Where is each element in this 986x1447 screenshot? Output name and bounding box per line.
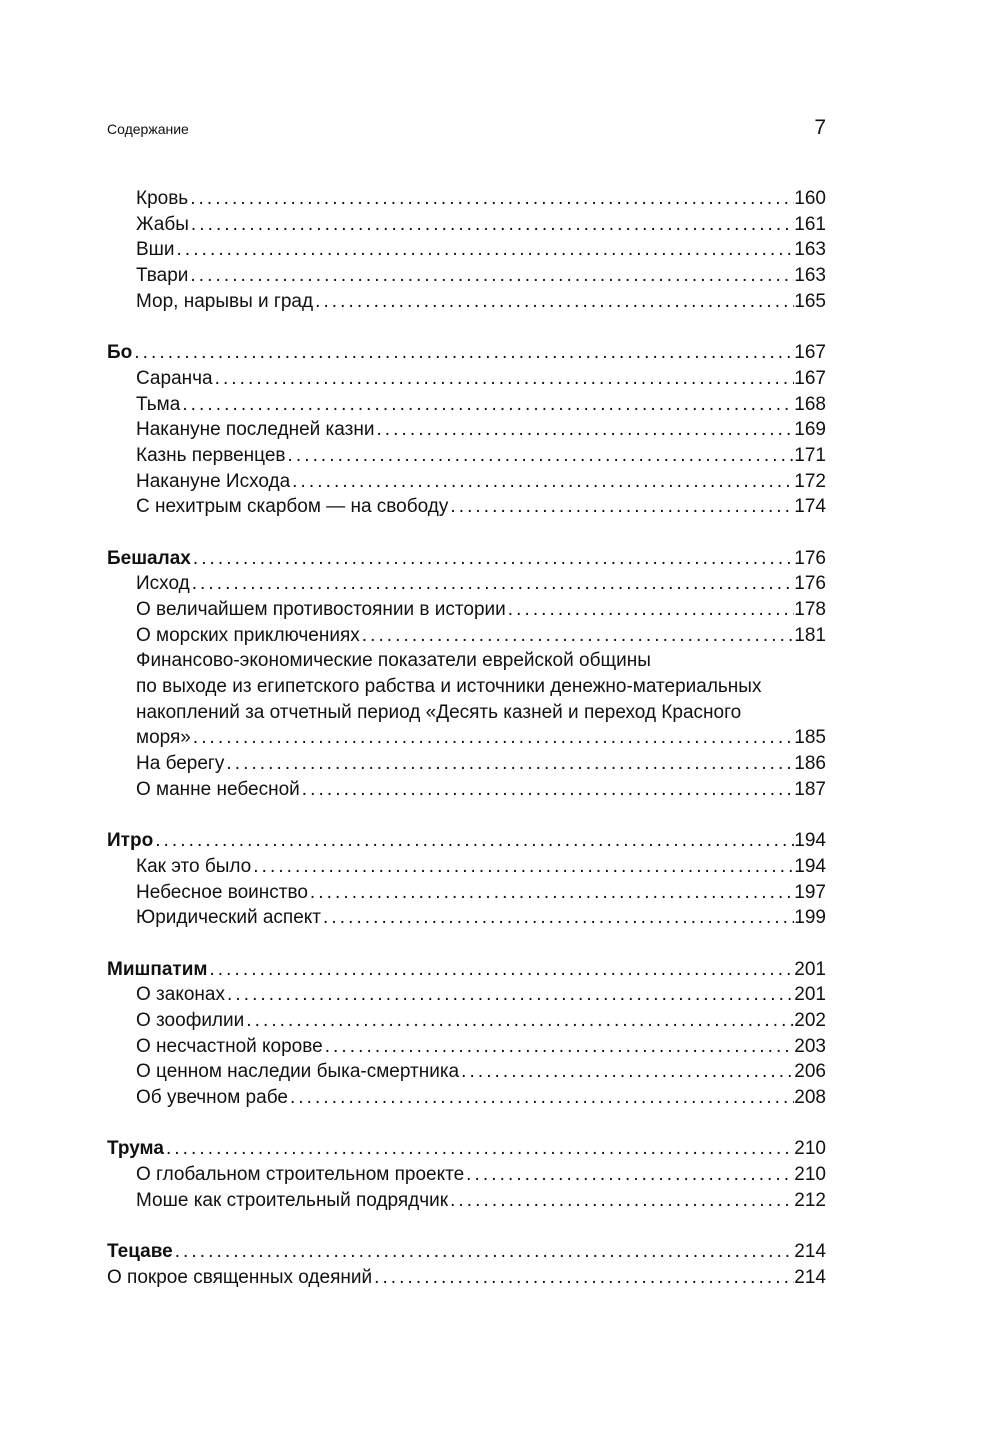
dot-leader	[224, 751, 794, 777]
toc-entry-page: 201	[794, 958, 826, 980]
toc-entry-title: На берегу	[136, 753, 225, 775]
toc-entry-page: 203	[794, 1035, 826, 1057]
toc-entry[interactable]	[107, 1265, 826, 1291]
toc-entry-page: 167	[794, 367, 826, 389]
toc-entry-page: 214	[794, 1266, 826, 1288]
dot-leader	[321, 905, 794, 931]
toc-entry-page: 187	[794, 778, 826, 800]
toc-entry-title: О несчастной корове	[136, 1035, 323, 1057]
toc-entry-title: Юридический аспект	[136, 907, 322, 929]
toc-entry-title: Накануне последней казни	[136, 419, 375, 441]
toc-entry[interactable]	[107, 263, 826, 289]
toc-entry-page: 185	[794, 727, 826, 749]
toc-entry-page: 168	[794, 393, 826, 415]
toc-entry[interactable]	[107, 1059, 826, 1085]
dot-leader	[448, 1188, 794, 1214]
toc-entry-title: Исход	[136, 573, 190, 595]
toc-entry[interactable]	[107, 751, 826, 777]
toc-entry-page: 186	[794, 753, 826, 775]
toc-entry-title: С нехитрым скарбом — на свободу	[136, 496, 449, 518]
toc-chapter-heading[interactable]	[107, 1136, 826, 1162]
dot-leader	[244, 1008, 794, 1034]
toc-chapter-heading[interactable]	[107, 340, 826, 366]
toc-entry-continuation-line	[107, 674, 826, 700]
toc-entry[interactable]	[107, 1162, 826, 1188]
toc-entry[interactable]	[107, 392, 826, 418]
toc-chapter-heading[interactable]	[107, 828, 826, 854]
toc-entry[interactable]	[107, 725, 826, 751]
section-spacer	[107, 314, 826, 340]
dot-leader	[153, 828, 794, 854]
table-of-contents	[107, 186, 826, 1291]
toc-entry[interactable]	[107, 443, 826, 469]
toc-entry-title-line: по выходе из египетского рабства и источники денежно-материальных	[136, 676, 762, 698]
toc-entry[interactable]	[107, 571, 826, 597]
toc-entry-title-line: Финансово-экономические показатели еврейской общины	[136, 650, 651, 672]
toc-entry-title: моря»	[136, 727, 191, 749]
dot-leader	[188, 186, 794, 212]
toc-entry-page: 201	[794, 984, 826, 1006]
toc-entry-page: 163	[794, 239, 826, 261]
toc-entry[interactable]	[107, 597, 826, 623]
section-spacer	[107, 1214, 826, 1240]
dot-leader	[213, 366, 795, 392]
toc-entry-title: Об увечном рабе	[136, 1087, 288, 1109]
toc-entry[interactable]	[107, 494, 826, 520]
toc-entry-page: 210	[794, 1164, 826, 1186]
toc-entry-page: 165	[794, 290, 826, 312]
toc-entry[interactable]	[107, 1188, 826, 1214]
toc-entry-title: О величайшем противостоянии в истории	[136, 599, 506, 620]
dot-leader	[360, 623, 795, 649]
dot-leader	[207, 957, 794, 983]
dot-leader	[225, 982, 794, 1008]
dot-leader	[132, 340, 794, 366]
toc-chapter-heading[interactable]	[107, 546, 826, 572]
dot-leader	[191, 546, 794, 572]
toc-entry[interactable]	[107, 982, 826, 1008]
dot-leader	[180, 392, 794, 418]
toc-entry[interactable]	[107, 880, 826, 906]
toc-entry-title: О морских приключениях	[136, 624, 360, 646]
toc-entry[interactable]	[107, 905, 826, 931]
toc-entry-page: 194	[794, 855, 826, 877]
dot-leader	[300, 777, 795, 803]
toc-entry[interactable]	[107, 237, 826, 263]
toc-entry-title: Небесное воинство	[136, 881, 308, 903]
toc-entry-page: 163	[794, 265, 826, 287]
toc-entry-page: 176	[794, 573, 826, 595]
toc-entry[interactable]	[107, 1008, 826, 1034]
dot-leader	[173, 1239, 795, 1265]
toc-entry[interactable]	[107, 289, 826, 315]
toc-entry-page: 176	[794, 547, 826, 569]
page-number: 7	[814, 116, 826, 139]
section-spacer	[107, 1111, 826, 1137]
toc-entry-title: О покрое священных одеяний	[107, 1266, 373, 1288]
toc-entry-title-line: накоплений за отчетный период «Десять казней и переход Красного	[136, 701, 742, 723]
toc-entry-page: 212	[794, 1189, 826, 1211]
toc-entry-continuation-line	[107, 648, 826, 674]
toc-entry-page: 174	[794, 496, 826, 518]
toc-entry-title: Казнь первенцев	[136, 444, 286, 466]
toc-entry-page: 167	[794, 342, 826, 364]
dot-leader	[308, 880, 794, 906]
dot-leader	[251, 854, 794, 880]
running-head-title: Содержание	[107, 121, 189, 137]
dot-leader	[313, 289, 794, 315]
toc-entry-title: Саранча	[136, 367, 213, 389]
toc-entry-title: О глобальном строительном проекте	[136, 1164, 465, 1186]
toc-entry-page: 160	[794, 188, 826, 209]
toc-entry-page: 161	[794, 213, 826, 235]
toc-entry-title: Итро	[107, 830, 154, 852]
toc-entry[interactable]	[107, 854, 826, 880]
dot-leader	[188, 263, 794, 289]
toc-entry[interactable]	[107, 623, 826, 649]
toc-entry-page: 210	[794, 1138, 826, 1160]
toc-entry[interactable]	[107, 417, 826, 443]
toc-entry-page: 199	[794, 907, 826, 929]
toc-entry-title: Кровь	[136, 188, 189, 209]
toc-entry[interactable]	[107, 1085, 826, 1111]
toc-entry-page: 171	[794, 444, 826, 466]
toc-entry[interactable]	[107, 469, 826, 495]
toc-entry-page: 202	[794, 1010, 826, 1031]
dot-leader	[323, 1034, 795, 1060]
dot-leader	[288, 1085, 794, 1111]
toc-entry[interactable]	[107, 212, 826, 238]
dot-leader	[189, 212, 794, 238]
toc-entry-title: Моше как строительный подрядчик	[136, 1189, 449, 1211]
dot-leader	[164, 1136, 794, 1162]
dot-leader	[286, 443, 795, 469]
toc-entry-title: Твари	[136, 265, 189, 287]
toc-entry-title: О ценном наследии быка-смертника	[136, 1061, 460, 1083]
toc-entry-page: 178	[794, 599, 826, 620]
toc-entry-title: Бешалах	[107, 547, 191, 569]
toc-entry-page: 169	[794, 419, 826, 441]
toc-entry-page: 181	[794, 624, 826, 646]
toc-entry-page: 208	[794, 1087, 826, 1109]
toc-entry-title: Тьма	[136, 393, 181, 415]
toc-entry-title: Трума	[107, 1138, 164, 1160]
section-spacer	[107, 803, 826, 829]
toc-entry-page: 214	[794, 1241, 826, 1263]
dot-leader	[175, 237, 795, 263]
toc-entry-title: Накануне Исхода	[136, 470, 291, 492]
toc-entry-page: 172	[794, 470, 826, 492]
toc-entry-title: Тецаве	[107, 1241, 173, 1263]
toc-entry[interactable]	[107, 186, 826, 212]
toc-entry[interactable]	[107, 777, 826, 803]
dot-leader	[372, 1265, 794, 1291]
dot-leader	[448, 494, 794, 520]
toc-entry-title: Бо	[107, 342, 133, 364]
toc-entry-page: 197	[794, 881, 826, 903]
toc-entry-title: Вши	[136, 239, 175, 261]
toc-entry-title: Мор, нарывы и град	[136, 290, 314, 312]
dot-leader	[191, 725, 794, 751]
toc-entry-title: Жабы	[136, 213, 189, 235]
toc-entry-title: О зоофилии	[136, 1010, 245, 1031]
toc-entry-continuation-line	[107, 700, 826, 726]
dot-leader	[464, 1162, 794, 1188]
dot-leader	[190, 571, 795, 597]
dot-leader	[506, 597, 795, 623]
toc-chapter-heading[interactable]	[107, 957, 826, 983]
toc-entry-page: 194	[794, 830, 826, 852]
dot-leader	[290, 469, 794, 495]
section-spacer	[107, 520, 826, 546]
toc-entry-page: 206	[794, 1061, 826, 1083]
dot-leader	[374, 417, 794, 443]
toc-entry[interactable]	[107, 366, 826, 392]
toc-entry-title: О манне небесной	[136, 778, 300, 800]
toc-entry-title: Как это было	[136, 855, 252, 877]
toc-entry[interactable]	[107, 1034, 826, 1060]
dot-leader	[459, 1059, 794, 1085]
toc-entry-title: Мишпатим	[107, 958, 208, 980]
section-spacer	[107, 931, 826, 957]
toc-chapter-heading[interactable]	[107, 1239, 826, 1265]
toc-entry-title: О законах	[136, 984, 225, 1006]
